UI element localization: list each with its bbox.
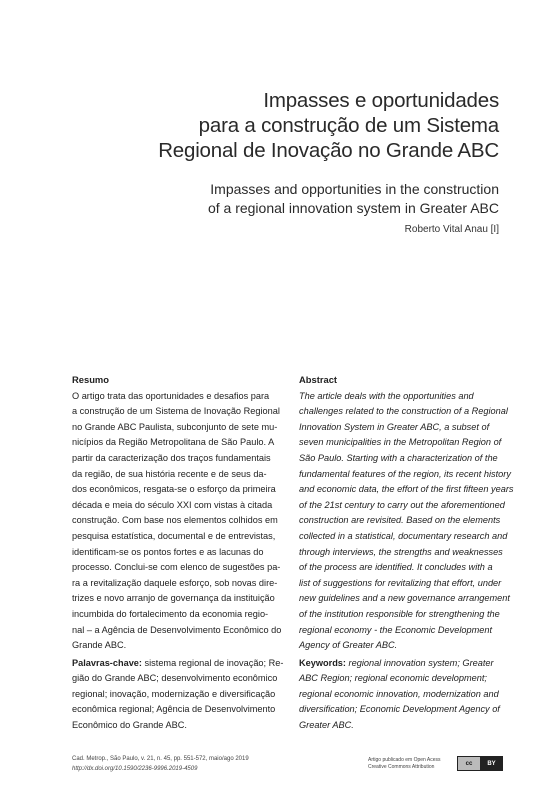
resumo-line: no Grande ABC Paulista, subconjunto de sete mu-: [72, 421, 278, 432]
article-title-english: [79, 180, 499, 218]
resumo-line: partir da caracterização dos traços fundamentais: [72, 452, 271, 463]
resumo-line: a construção de um Sistema de Inovação Regional: [72, 406, 280, 417]
subtitle-line: Impasses and opportunities in the construction: [210, 181, 499, 197]
abstract-line: and economic data, the effort of the first fifteen years: [299, 484, 514, 495]
keywords-text: sistema regional de inovação; Re-: [141, 657, 284, 668]
keywords-line: Greater ABC.: [299, 720, 354, 731]
abstract-line: seven municipalities in the Metropolitan Region of: [299, 437, 502, 448]
keywords-line: econômica regional; Agência de Desenvolvimento: [72, 704, 276, 715]
abstract-line: of the process are identified. It concludes with a: [299, 562, 493, 573]
resumo-line: incumbida do fortalecimento da economia regio-: [72, 608, 269, 619]
keywords-line: Econômico do Grande ABC.: [72, 720, 187, 731]
article-title-portuguese: [79, 88, 499, 163]
cc-by-badge-icon[interactable]: [457, 756, 503, 771]
license-note: [368, 757, 441, 771]
resumo-line: ra a revitalização daquele esforço, sob novas dire-: [72, 577, 278, 588]
keywords-line: regional; inovação, modernização e diversificação: [72, 688, 276, 699]
resumo-section: [72, 372, 284, 734]
abstract-line: fundamental features of the region, its recent history: [299, 468, 511, 479]
abstract-line: Innovation System in Greater ABC, a subset of: [299, 421, 490, 432]
resumo-line: construção. Com base nos elementos colhidos em: [72, 515, 278, 526]
resumo-line: Grande ABC.: [72, 640, 127, 651]
by-label: BY: [481, 757, 502, 770]
keywords-line: gião do Grande ABC; desenvolvimento econômico: [72, 673, 278, 684]
citation-text: Cad. Metrop., São Paulo, v. 21, n. 45, pp. 551-572, maio/ago 2019: [72, 756, 249, 762]
doi-link[interactable]: http://dx.doi.org/10.1590/2236-9996.2019-4509: [72, 766, 198, 772]
abstract-line: challenges related to the construction of a Regional: [299, 406, 508, 417]
title-line: para a construção de um Sistema: [198, 114, 499, 137]
abstract-line: The article deals with the opportunities and: [299, 390, 474, 401]
abstract-line: of the institution responsible for strengthening the: [299, 608, 500, 619]
keywords-line: [72, 656, 284, 672]
abstract-section: [299, 372, 514, 734]
title-line: Impasses e oportunidades: [263, 89, 499, 112]
resumo-line: processo. Conclui-se com elenco de sugestões pa-: [72, 562, 281, 573]
resumo-line: nal – a Agência de Desenvolvimento Econômico do: [72, 624, 282, 635]
abstract-line: of the 21st century to carry out the aforementioned: [299, 499, 505, 510]
abstract-body: [299, 389, 514, 654]
abstract-heading: Abstract: [299, 374, 338, 385]
resumo-line: dos econômicos, resgata-se o esforço da primeira: [72, 484, 276, 495]
abstract-line: São Paulo. Starting with a characterization of the: [299, 452, 498, 463]
abstract-line: regional economy - the Economic Development: [299, 624, 493, 635]
abstract-keywords: [299, 656, 505, 734]
resumo-heading: Resumo: [72, 374, 109, 385]
keywords-line: [299, 656, 505, 672]
keywords-label: Keywords:: [299, 657, 346, 668]
resumo-line: da região, de sua história recente e de seus da-: [72, 468, 267, 479]
resumo-keywords: [72, 656, 284, 734]
keywords-label: Palavras-chave:: [72, 657, 142, 668]
abstract-line: new guidelines and a new governance arrangement: [299, 593, 510, 604]
keywords-line: regional economic innovation, modernization and: [299, 688, 499, 699]
abstract-line: through interviews, the strengths and weaknesses: [299, 546, 503, 557]
resumo-body: [72, 389, 284, 654]
subtitle-line: of a regional innovation system in Greater ABC: [207, 200, 499, 216]
license-line: Artigo publicado em Open Acess: [368, 757, 441, 763]
license-line: Creative Commons Attribution: [368, 764, 435, 770]
resumo-line: nicípios da Região Metropolitana de São Paulo. A: [72, 437, 275, 448]
abstract-line: Agency of Greater ABC.: [299, 640, 398, 651]
resumo-line: identificam-se os pontos fortes e as lacunas do: [72, 546, 264, 557]
keywords-text: regional innovation system; Greater: [345, 657, 494, 668]
resumo-line: O artigo trata das oportunidades e desafios para: [72, 390, 270, 401]
keywords-line: ABC Region; regional economic development;: [299, 673, 487, 684]
footer-citation: [72, 754, 249, 774]
title-line: Regional de Inovação no Grande ABC: [158, 139, 499, 162]
cc-label: cc: [458, 757, 481, 770]
resumo-line: trizes e novo arranjo de governança da instituição: [72, 593, 275, 604]
abstract-line: collected in a statistical, documentary research and: [299, 530, 508, 541]
resumo-line: década e meia do século XXI com vistas à citada: [72, 499, 273, 510]
author-name: Roberto Vital Anau [I]: [404, 224, 499, 235]
keywords-line: diversification; Economic Development Agency of: [299, 704, 500, 715]
abstract-line: list of suggestions for revitalizing that effort, under: [299, 577, 502, 588]
abstract-line: construction are revisited. Based on the elements: [299, 515, 501, 526]
resumo-line: pesquisa estatística, documental e de entrevistas,: [72, 530, 276, 541]
